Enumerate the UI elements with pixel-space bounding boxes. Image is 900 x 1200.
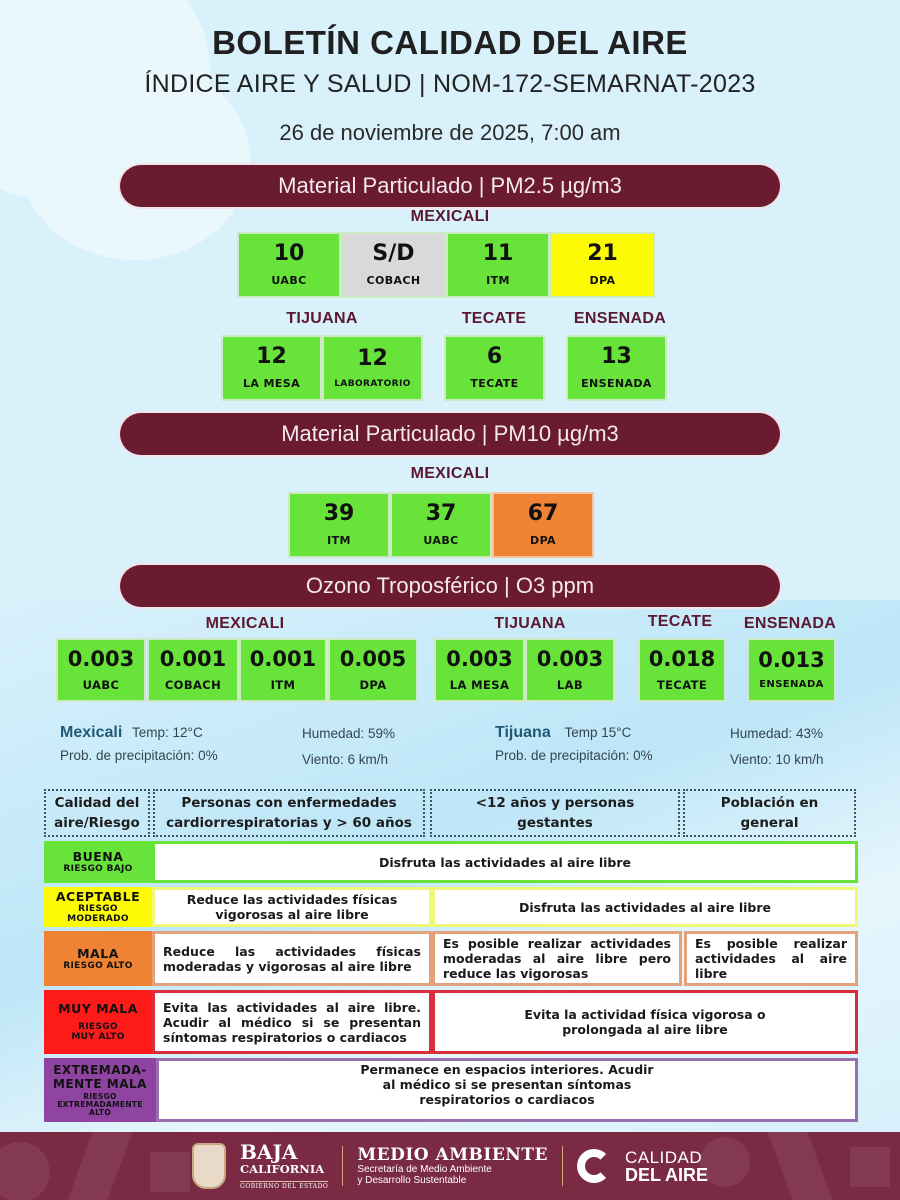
o3-section-header: Ozono Troposférico | O3 ppm <box>120 565 780 607</box>
recommendation-cell: Evita la actividad física vigorosa o prolongada al aire libre <box>432 990 858 1054</box>
station-name: COBACH <box>164 677 222 692</box>
calidad-del-aire-logo <box>625 1149 708 1184</box>
weather-city: Tijuana <box>495 724 551 741</box>
risk-level: RIESGO ALTO <box>63 960 133 971</box>
station-name: ENSENADA <box>759 679 824 690</box>
station-name: LA MESA <box>242 377 301 390</box>
weather-precip: Prob. de precipitación: 0% <box>495 748 653 763</box>
station-cell <box>147 638 239 702</box>
station-name: DPA <box>530 534 556 547</box>
station-value: 39 <box>323 501 355 526</box>
table-header: Personas con enfermedades cardiorrespiratorias y > 60 años <box>153 789 425 837</box>
pm25-mexicali-stations <box>237 232 657 298</box>
risk-quality: MALA <box>77 945 119 961</box>
station-value: 0.003 <box>536 646 604 671</box>
station-name: TECATE <box>656 677 708 692</box>
pm10-mexicali-stations <box>288 492 596 558</box>
station-cell <box>444 335 545 401</box>
station-value: 21 <box>587 241 618 266</box>
station-value: 0.018 <box>648 646 716 671</box>
station-name: DPA <box>589 274 616 287</box>
table-header: <12 años y personas gestantes <box>430 789 680 837</box>
station-cell <box>56 638 146 702</box>
risk-level: RIESGO EXTREMADAMENTE ALTO <box>57 1092 143 1117</box>
calidad-aire-ring-icon <box>577 1149 611 1183</box>
station-value: 6 <box>486 344 503 369</box>
station-name: UABC <box>423 534 459 547</box>
table-header: Calidad del aire/Riesgo <box>44 789 150 837</box>
station-cell <box>525 638 615 702</box>
weather-temp: Temp: 12°C <box>132 725 203 740</box>
recommendation-cell: Reduce las actividades físicas vigorosas al aire libre <box>152 887 432 927</box>
station-value: S/D <box>372 241 415 266</box>
risk-level: RIESGO BAJO <box>63 864 133 874</box>
page-subtitle: ÍNDICE AIRE Y SALUD | NOM-172-SEMARNAT-2023 <box>144 70 756 98</box>
station-cell <box>638 638 726 702</box>
station-cell <box>328 638 418 702</box>
weather-precip: Prob. de precipitación: 0% <box>60 748 218 763</box>
logo-text: GOBIERNO DEL ESTADO <box>240 1182 329 1190</box>
bulletin-date: 26 de noviembre de 2025, 7:00 am <box>279 120 621 145</box>
station-cell <box>221 335 322 401</box>
station-value: 0.001 <box>249 646 317 671</box>
logo-text: CALIDAD <box>624 1147 703 1167</box>
o3-city-tijuana: TIJUANA <box>494 615 566 632</box>
station-cell <box>550 232 655 298</box>
station-cell <box>566 335 667 401</box>
station-name: ITM <box>327 534 351 547</box>
pm25-city-mexicali: MEXICALI <box>410 208 490 225</box>
pm25-city-tecate: TECATE <box>461 310 527 327</box>
logo-text: CALIFORNIA <box>240 1162 325 1177</box>
pm25-other-stations <box>221 335 681 401</box>
medio-ambiente-logo <box>357 1146 548 1187</box>
footer-banner <box>0 1132 900 1200</box>
station-name: ITM <box>486 274 510 287</box>
station-value: 0.003 <box>67 646 135 671</box>
logo-text: BAJA <box>240 1140 298 1165</box>
weather-mexicali <box>60 724 203 742</box>
page-title: BOLETÍN CALIDAD DEL AIRE <box>212 24 688 61</box>
pm25-city-tijuana: TIJUANA <box>286 310 358 327</box>
pm25-city-ensenada: ENSENADA <box>573 310 667 327</box>
divider <box>562 1146 563 1186</box>
weather-tijuana <box>495 724 631 742</box>
station-value: 12 <box>357 345 388 371</box>
station-cell <box>747 638 836 702</box>
station-name: ENSENADA <box>581 377 652 390</box>
station-value: 0.001 <box>159 646 227 671</box>
station-value: 12 <box>256 344 287 369</box>
station-name: LAB <box>556 677 584 692</box>
logo-text: DEL AIRE <box>624 1164 708 1185</box>
recommendation-cell: Disfruta las actividades al aire libre <box>152 841 858 883</box>
station-value: 67 <box>527 501 559 526</box>
station-name: UABC <box>82 677 120 692</box>
station-value: 10 <box>273 241 305 266</box>
weather-wind: Viento: 10 km/h <box>730 752 824 767</box>
o3-city-mexicali: MEXICALI <box>205 615 285 632</box>
recommendation-cell: Es posible realizar actividades moderadas al aire libre pero reduce las vigorosas <box>432 931 682 986</box>
footer-logos <box>0 1132 900 1200</box>
station-value: 37 <box>425 501 457 526</box>
station-name: COBACH <box>366 274 421 287</box>
recommendation-cell: Evita las actividades al aire libre. Acudir al médico si se presentan síntomas respiratorios o cardiacos <box>152 990 432 1054</box>
station-name: DPA <box>359 677 387 692</box>
station-cell <box>239 638 327 702</box>
station-cell <box>492 492 594 558</box>
risk-quality: EXTREMADA-MENTE MALA <box>53 1063 147 1091</box>
logo-text: MEDIO AMBIENTE <box>357 1144 548 1165</box>
station-value: 0.013 <box>758 648 825 672</box>
pm10-section-header: Material Particulado | PM10 µg/m3 <box>120 413 780 455</box>
station-cell <box>237 232 341 298</box>
weather-temp: Temp 15°C <box>564 725 632 740</box>
recommendation-cell: Reduce las actividades físicas moderadas y vigorosas al aire libre <box>152 931 432 986</box>
station-value: 13 <box>601 344 632 369</box>
station-name: LABORATORIO <box>334 378 411 389</box>
o3-stations <box>56 638 856 704</box>
station-cell <box>322 335 423 401</box>
pm25-section-header: Material Particulado | PM2.5 µg/m3 <box>120 165 780 207</box>
o3-city-tecate: TECATE <box>647 613 713 630</box>
risk-quality: ACEPTABLE <box>55 889 141 904</box>
station-value: 0.005 <box>339 646 407 671</box>
recommendation-cell: Permanece en espacios interiores. Acudir al médico si se presentan síntomas respiratorios o cardiacos <box>156 1058 858 1122</box>
station-cell <box>288 492 390 558</box>
o3-city-ensenada: ENSENADA <box>743 615 837 632</box>
station-cell <box>341 232 446 298</box>
logo-text: Secretaría de Medio Ambiente <box>357 1164 492 1176</box>
table-header: Población en general <box>683 789 856 837</box>
recommendation-cell: Es posible realizar actividades al aire libre <box>684 931 858 986</box>
divider <box>342 1146 343 1186</box>
state-crest-icon <box>192 1143 226 1189</box>
risk-level: RIESGO MUY ALTO <box>71 1022 125 1042</box>
risk-quality: MUY MALA <box>58 1001 138 1016</box>
station-value: 11 <box>482 241 514 266</box>
risk-level: RIESGO MODERADO <box>67 904 129 924</box>
station-name: TECATE <box>470 377 519 390</box>
station-cell <box>446 232 550 298</box>
baja-california-logo <box>240 1142 328 1190</box>
recommendation-cell: Disfruta las actividades al aire libre <box>432 887 858 927</box>
station-name: UABC <box>271 274 307 287</box>
pm10-city-mexicali: MEXICALI <box>410 465 490 482</box>
logo-text: y Desarrollo Sustentable <box>357 1175 467 1187</box>
station-name: ITM <box>270 677 296 692</box>
risk-quality: BUENA <box>72 849 124 864</box>
station-value: 0.003 <box>446 646 513 671</box>
weather-humidity: Humedad: 43% <box>730 726 824 741</box>
station-name: LA MESA <box>449 677 510 692</box>
weather-humidity: Humedad: 59% <box>302 726 396 741</box>
station-cell <box>390 492 492 558</box>
station-cell <box>434 638 525 702</box>
weather-wind: Viento: 6 km/h <box>302 752 389 767</box>
weather-city: Mexicali <box>60 724 123 741</box>
